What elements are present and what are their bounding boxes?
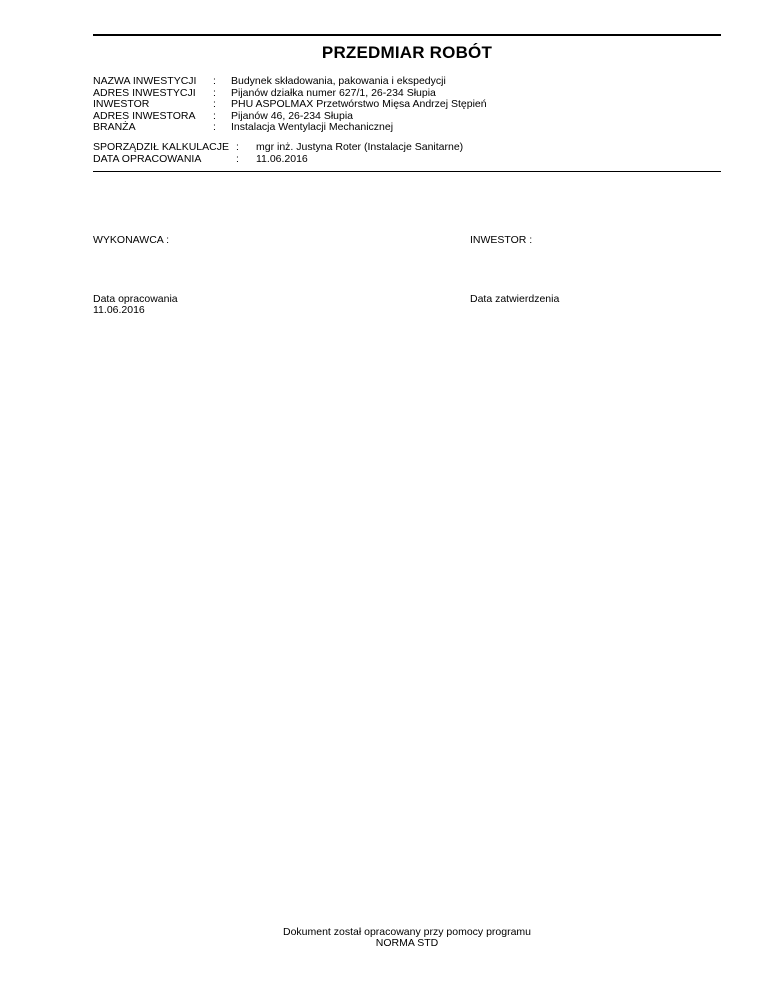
info-label: ADRES INWESTYCJI [93,86,196,99]
info-value: 11.06.2016 [256,152,308,165]
info-value: Instalacja Wentylacji Mechanicznej [231,121,394,133]
info-label: SPORZĄDZIŁ KALKULACJE [93,141,229,153]
footer-line-software: NORMA STD [375,937,439,949]
page-title: PRZEDMIAR ROBÓT [321,43,493,62]
contractor-label: WYKONAWCA : [93,234,170,246]
header-bottom-divider [93,171,721,172]
info-value: Pijanów działka numer 627/1, 26-234 Słupia [231,86,436,99]
preparation-date-label: Data opracowania [93,293,178,305]
info-separator: : [236,152,239,165]
info-label: DATA OPRACOWANIA [93,152,202,165]
info-separator: : [213,109,216,122]
info-separator: : [213,98,216,110]
info-separator: : [236,141,239,153]
info-label: BRANŻA [93,121,136,133]
info-value: Pijanów 46, 26-234 Słupia [231,109,354,122]
info-value: Budynek składowania, pakowania i ekspedycji [231,75,446,87]
footer-line-program: Dokument został opracowany przy pomocy programu [282,926,532,938]
preparation-date-value: 11.06.2016 [93,304,145,316]
info-separator: : [213,75,216,87]
footer-note [93,927,721,949]
top-divider [93,34,721,36]
investor-signature-label: INWESTOR : [470,234,533,246]
info-separator: : [213,121,216,133]
info-label: INWESTOR [93,98,150,110]
info-label: NAZWA INWESTYCJI [93,75,197,87]
info-label: ADRES INWESTORA [93,109,196,122]
info-value: PHU ASPOLMAX Przetwórstwo Mięsa Andrzej Stępień [231,98,487,110]
info-separator: : [213,86,216,99]
info-value: mgr inż. Justyna Roter (Instalacje Sanitarne) [256,141,464,153]
approval-date-label: Data zatwierdzenia [470,293,560,305]
